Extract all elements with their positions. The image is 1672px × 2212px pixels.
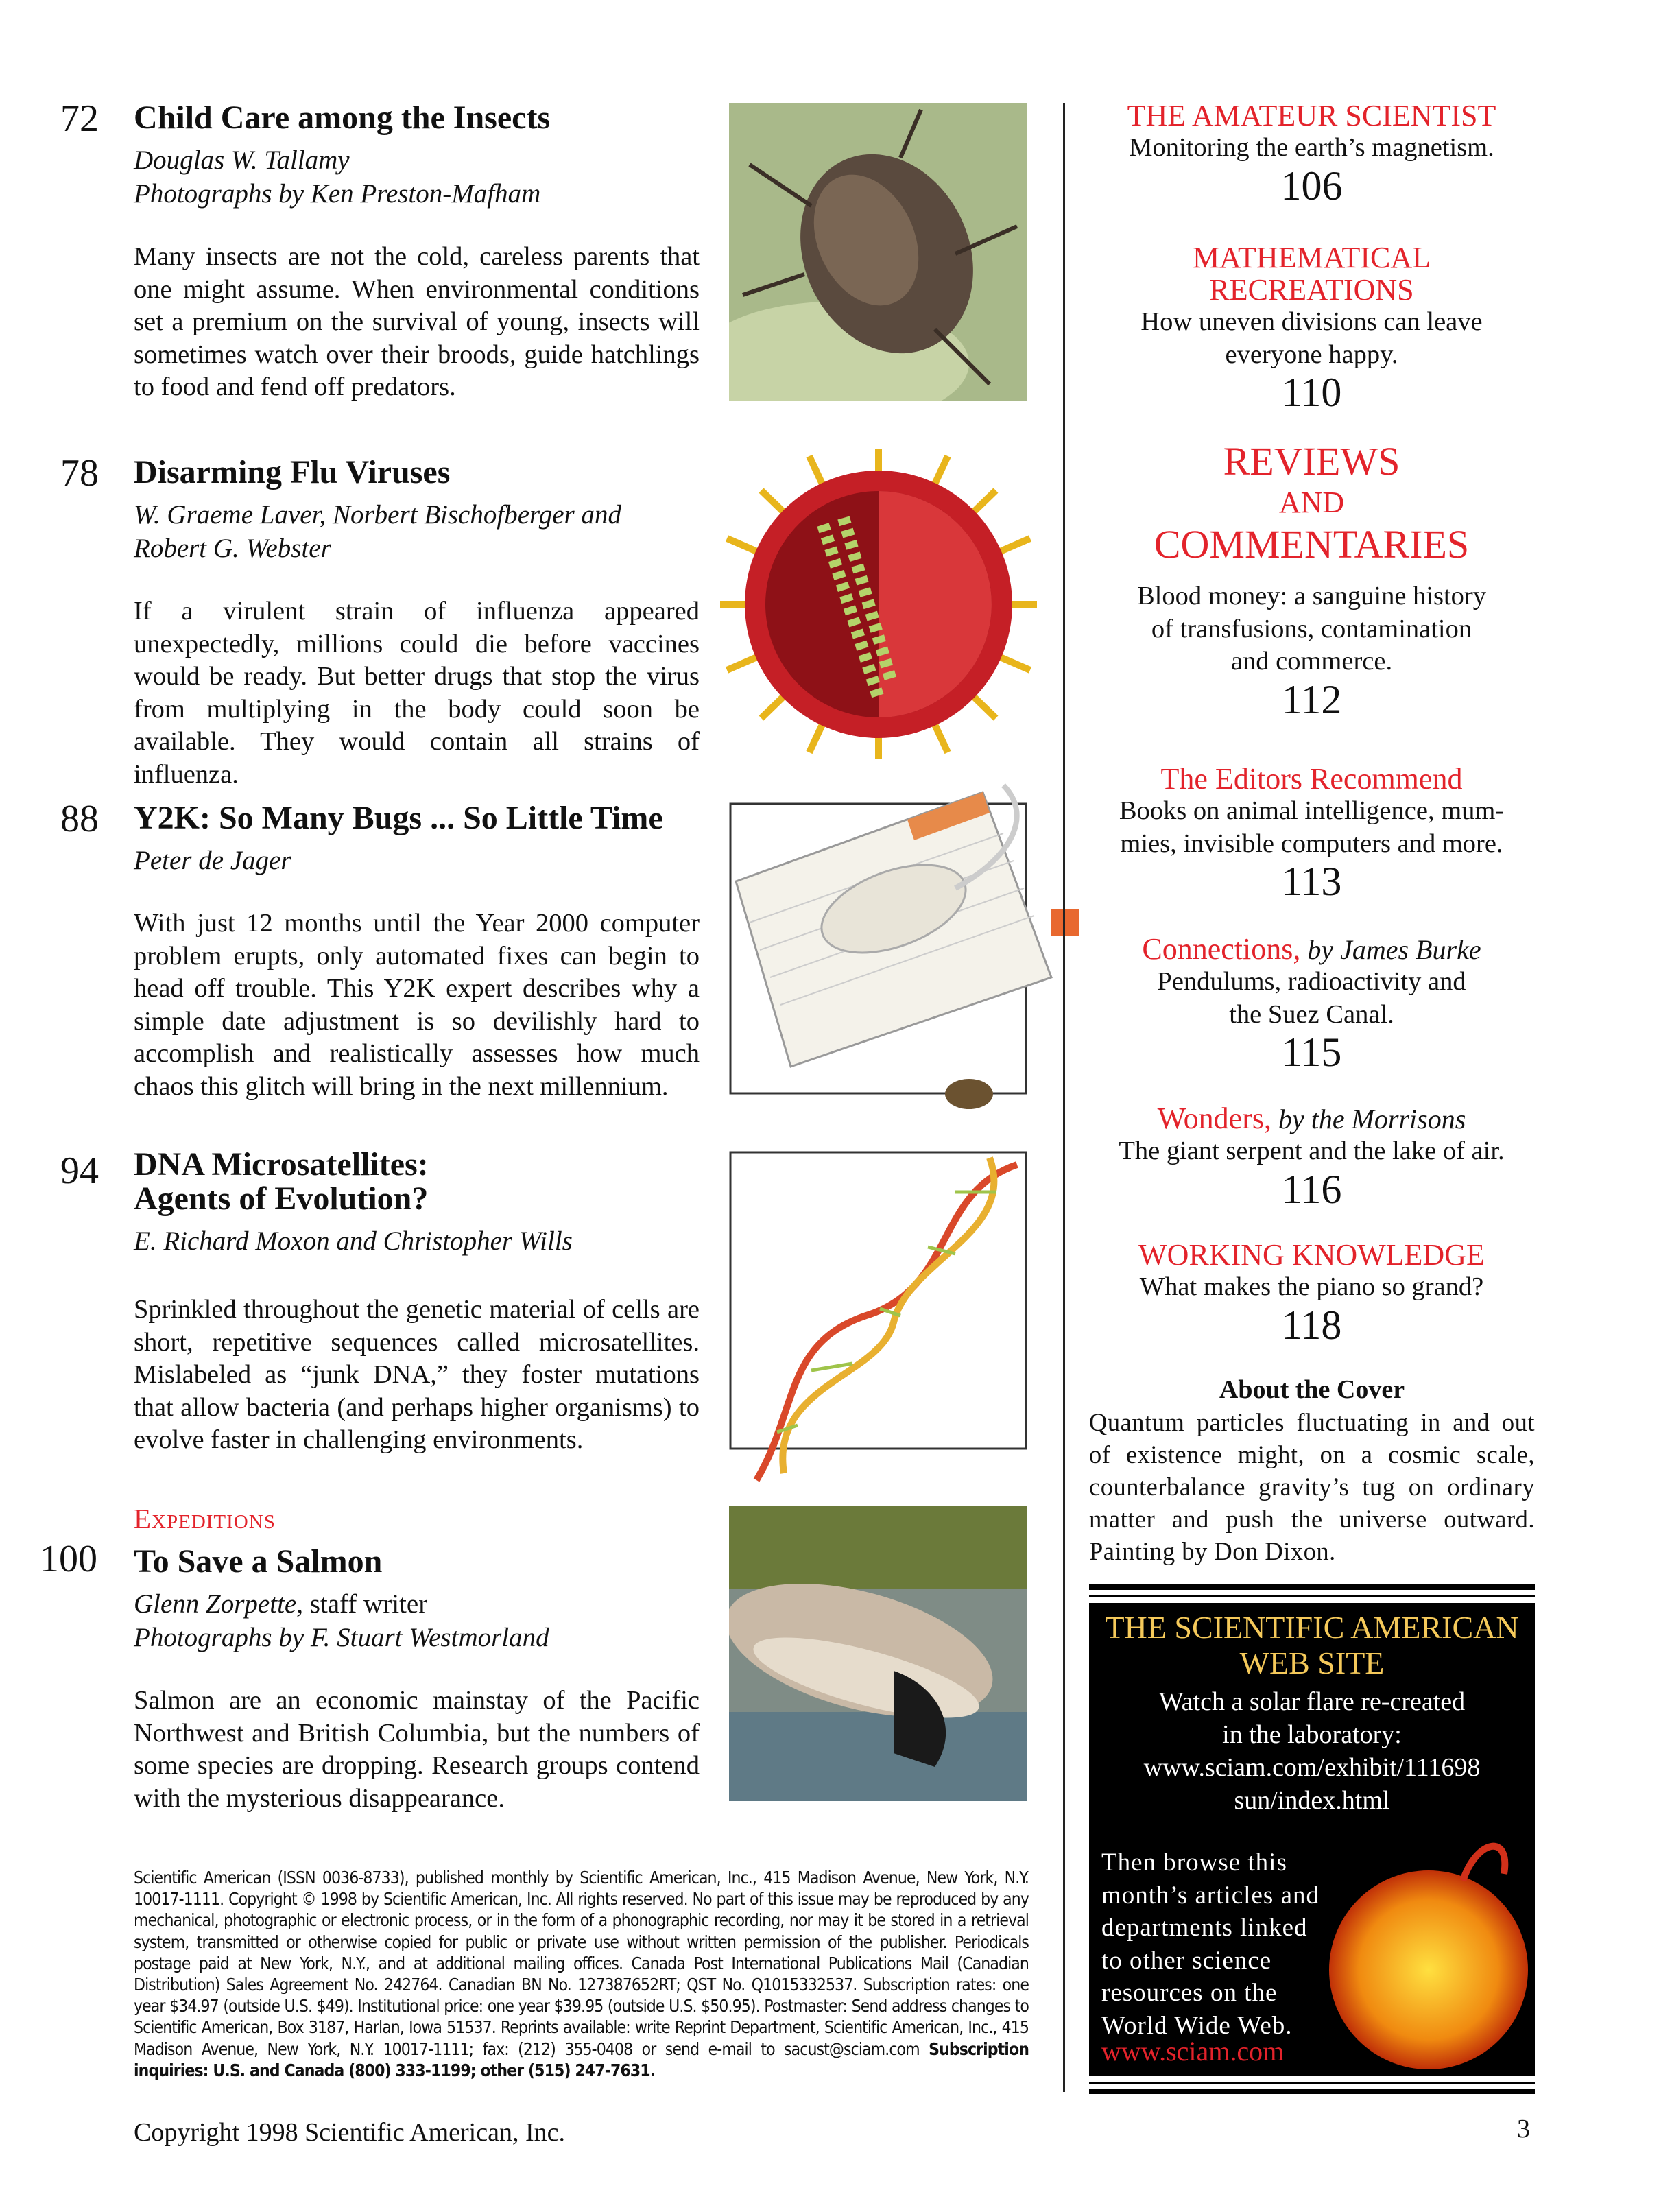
department-title[interactable]: REVIEWS bbox=[1223, 439, 1400, 484]
sun-illustration bbox=[1326, 1840, 1535, 2073]
department-title[interactable]: The Editors Recommend bbox=[1160, 762, 1463, 796]
page-number: 3 bbox=[1517, 2115, 1530, 2143]
article-title[interactable]: To Save a Salmon bbox=[134, 1543, 383, 1580]
rule bbox=[1089, 2082, 1535, 2084]
publication-fine-print bbox=[134, 1867, 1029, 2081]
department-byline: by James Burke bbox=[1300, 934, 1481, 965]
department-text: Pendulums, radioactivity and bbox=[1157, 967, 1466, 996]
salmon-photo bbox=[729, 1506, 1027, 1801]
web-exhibit-link[interactable]: www.sciam.com/exhibit/111698 bbox=[1143, 1753, 1481, 1782]
web-title: THE SCIENTIFIC AMERICAN bbox=[1105, 1610, 1519, 1645]
department-text: Books on animal intelligence, mum- bbox=[1119, 796, 1505, 825]
department-byline: by the Morrisons bbox=[1271, 1104, 1466, 1134]
department-title[interactable]: RECREATIONS bbox=[1209, 273, 1414, 307]
dna-illustration bbox=[729, 1151, 1051, 1494]
cover-description: Quantum particles fluctuating in and out of existence might, on a cosmic scale, counterbalance gravity’s tug on ordinary matter and push the universe outward. Painting by Don Dixon. bbox=[1089, 1408, 1535, 1565]
department-text: How uneven divisions can leave bbox=[1140, 307, 1483, 336]
department-page: 116 bbox=[1281, 1166, 1342, 1212]
department-reviews[interactable] bbox=[1084, 440, 1540, 721]
department-title[interactable]: COMMENTARIES bbox=[1154, 522, 1470, 567]
fine-print-text: Scientific American (ISSN 0036-8733), published monthly by Scientific American, Inc., 415 Madison Avenue, New York, N.Y. 10017-1111. Copyright © 1998 by Scientific American, Inc. All rights reserved. No part of this issue may be reproduced by any mechanical, photographic or electronic process, or in the form of a phonographic recording, nor may it be stored in a retrieval system, transmitted or otherwise copied for public or private use without written permission of the publisher. Periodicals postage paid at New York, N.Y., and at additional mailing offices. Canada Post International Publications Mail (Canadian Distribution) Sales Agreement No. 242764. Canadian BN No. 127387652RT; QST No. Q1015332537. Subscription rates: one year $34.97 (outside U.S. $49). Institutional price: one year $39.95 (outside U.S. $50.95). Postmaster: Send address changes to Scientific American, Box 3187, Harlan, Iowa 51537. Reprints available: write Reprint Department, Scientific American, Inc., 415 Madison Avenue, New York, N.Y. 10017-1111; fax: (212) 355-0408 or send e-mail to sacust@sciam.com bbox=[134, 1868, 1029, 2059]
department-text: the Suez Canal. bbox=[1229, 999, 1394, 1029]
article-photographer: Photographs by Ken Preston-Mafham bbox=[134, 179, 541, 209]
department-text: Blood money: a sanguine history bbox=[1137, 582, 1486, 610]
web-browse-text: month’s articles and bbox=[1101, 1881, 1319, 1910]
web-site-box bbox=[1089, 1603, 1535, 2076]
department-title[interactable]: Wonders, bbox=[1157, 1102, 1271, 1135]
author-role: staff writer bbox=[302, 1589, 428, 1619]
article-y2k[interactable] bbox=[134, 801, 700, 1103]
department-page: 113 bbox=[1281, 859, 1342, 904]
web-browse-text: departments linked bbox=[1101, 1914, 1308, 1942]
department-title[interactable]: WORKING KNOWLEDGE bbox=[1138, 1238, 1485, 1272]
article-author: E. Richard Moxon and Christopher Wills bbox=[134, 1226, 573, 1256]
article-title[interactable]: Child Care among the Insects bbox=[134, 99, 551, 136]
department-text: What makes the piano so grand? bbox=[1139, 1272, 1484, 1301]
department-text: of transfusions, contamination bbox=[1151, 614, 1472, 643]
department-text: The giant serpent and the lake of air. bbox=[1119, 1137, 1505, 1165]
department-title[interactable]: AND bbox=[1278, 486, 1345, 519]
article-title[interactable]: DNA Microsatellites: bbox=[134, 1146, 429, 1182]
article-dna-microsatellites[interactable] bbox=[134, 1147, 700, 1457]
department-amateur-scientist[interactable] bbox=[1084, 99, 1540, 207]
article-description: Salmon are an economic mainstay of the Pacific Northwest and British Columbia, but the numbers of some species are dropping. Research groups contend with the mysterious disappearance. bbox=[134, 1686, 700, 1813]
department-page: 110 bbox=[1281, 370, 1342, 415]
footer-copyright: Copyright 1998 Scientific American, Inc. bbox=[134, 2118, 565, 2147]
article-description: If a virulent strain of influenza appeared unexpectedly, millions could die before vaccines would be ready. But better drugs that stop the virus from multiplying in the body could soon be available. They would contain all strains of influenza. bbox=[134, 597, 700, 789]
article-title[interactable]: Disarming Flu Viruses bbox=[134, 454, 451, 490]
department-mathematical-recreations[interactable] bbox=[1084, 241, 1540, 414]
department-text: Monitoring the earth’s magnetism. bbox=[1129, 133, 1494, 162]
web-browse-text: to other science bbox=[1101, 1946, 1272, 1975]
department-text: and commerce. bbox=[1230, 647, 1393, 676]
web-browse-text: Then browse this bbox=[1101, 1848, 1287, 1877]
cover-title: About the Cover bbox=[1219, 1375, 1405, 1404]
web-text: in the laboratory: bbox=[1222, 1720, 1402, 1749]
web-browse-text: resources on the bbox=[1101, 1979, 1278, 2007]
department-editors-recommend[interactable] bbox=[1084, 763, 1540, 903]
article-page-number: 100 bbox=[40, 1538, 97, 1580]
web-text: Watch a solar flare re-created bbox=[1158, 1687, 1466, 1716]
virus-illustration bbox=[720, 449, 1037, 759]
article-page-number: 78 bbox=[60, 452, 99, 495]
section-kicker: Expeditions bbox=[134, 1503, 276, 1534]
web-browse-text: World Wide Web. bbox=[1101, 2011, 1293, 2040]
article-author: Douglas W. Tallamy bbox=[134, 145, 350, 175]
department-page: 106 bbox=[1280, 163, 1343, 209]
article-description: Many insects are not the cold, careless parents that one might assume. When environmental conditions set a premium on the survival of young, insects will sometimes watch over their broods, guide hatchlings to food and fend off predators. bbox=[134, 242, 700, 401]
article-page-number: 94 bbox=[60, 1150, 99, 1192]
article-page-number: 88 bbox=[60, 798, 99, 840]
article-salmon[interactable] bbox=[134, 1545, 700, 1815]
article-photographer: Photographs by F. Stuart Westmorland bbox=[134, 1623, 549, 1652]
web-site-link[interactable]: www.sciam.com bbox=[1101, 2036, 1285, 2067]
article-page-number: 72 bbox=[60, 97, 99, 140]
article-author: Glenn Zorpette, bbox=[134, 1589, 303, 1619]
web-title: WEB SITE bbox=[1239, 1645, 1385, 1680]
department-title[interactable]: THE AMATEUR SCIENTIST bbox=[1127, 99, 1496, 132]
article-author: W. Graeme Laver, Norbert Bischofberger and bbox=[134, 500, 621, 530]
article-title-line2[interactable]: Agents of Evolution? bbox=[134, 1180, 429, 1217]
rule bbox=[1089, 2089, 1535, 2094]
article-child-care[interactable] bbox=[134, 101, 700, 404]
department-page: 118 bbox=[1281, 1302, 1342, 1348]
department-page: 115 bbox=[1281, 1030, 1342, 1075]
department-text: everyone happy. bbox=[1225, 340, 1398, 369]
calendar-mouse-illustration bbox=[729, 772, 1127, 1128]
department-page: 112 bbox=[1281, 676, 1342, 722]
department-title[interactable]: Connections, bbox=[1142, 932, 1301, 966]
column-divider bbox=[1063, 103, 1065, 2092]
article-description: Sprinkled throughout the genetic material of cells are short, repetitive sequences called microsatellites. Mislabeled as “junk DNA,” they foster mutations that allow bacteria (and perhaps higher organisms) to evolve faster in challenging environments. bbox=[134, 1295, 700, 1454]
rule bbox=[1089, 1584, 1535, 1590]
article-author: Robert G. Webster bbox=[134, 534, 331, 563]
department-wonders[interactable] bbox=[1084, 1102, 1540, 1211]
article-flu-viruses[interactable] bbox=[134, 455, 700, 791]
department-working-knowledge[interactable] bbox=[1084, 1239, 1540, 1346]
subscription-inquiries: Subscription inquiries: U.S. and Canada (800) 333-1199; other (515) 247-7631. bbox=[134, 2038, 1029, 2080]
article-author: Peter de Jager bbox=[134, 846, 291, 875]
department-connections[interactable] bbox=[1084, 933, 1540, 1073]
department-text: mies, invisible computers and more. bbox=[1120, 829, 1503, 858]
article-title[interactable]: Y2K: So Many Bugs ... So Little Time bbox=[134, 800, 663, 836]
insect-photo bbox=[729, 103, 1027, 401]
web-exhibit-link[interactable]: sun/index.html bbox=[1234, 1786, 1390, 1815]
department-title[interactable]: MATHEMATICAL bbox=[1192, 241, 1431, 274]
article-description: With just 12 months until the Year 2000 computer problem erupts, only automated fixes can begin to head off trouble. This Y2K expert describes why a simple date adjustment is so devilishly hard to accomplish and realistically assesses how much chaos this glitch will bring in the next millennium. bbox=[134, 909, 700, 1101]
rule bbox=[1089, 1595, 1535, 1597]
